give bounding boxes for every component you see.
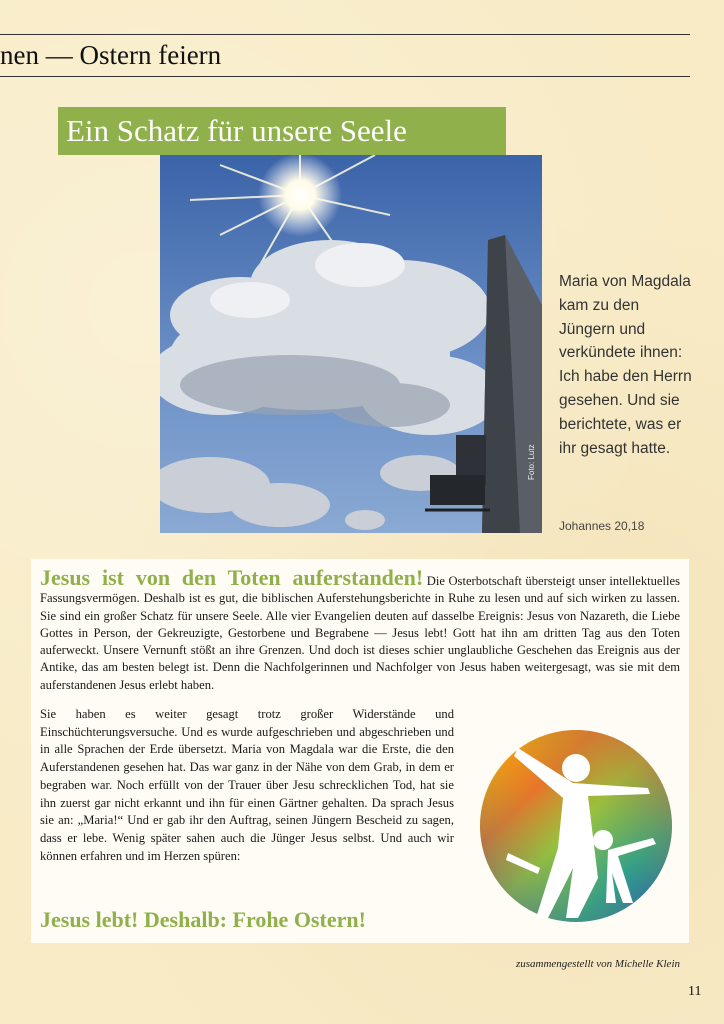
closing-line: Jesus lebt! Deshalb: Frohe Ostern! <box>40 907 366 932</box>
article-body-column: Sie haben es weiter gesagt trotz großer Widerstände und Einschüchterungsversuche. Und es wurde aufgeschrieben und abgeschrieben und in alle Sprachen der Erde übersetzt. Maria von Magdala war die Erste, die den Auferstandenen gesehen hat. Das war ganz in der Nähe von dem Grab, in dem er begraben war. Noch erfüllt von der Trauer über Jesu schrecklichen Tod, hat sie ihn zuerst gar nicht erkannt und ihn für einen Gärtner gehalten. Da sprach Jesus sie an: „Maria!“ Und er gab ihr den Auftrag, seinen Jüngern Bescheid zu sagen, dass er lebe. Wenig später sahen auch die Jünger Jesus selbst. Und auch wir können erfahren und im Herzen spüren: <box>40 707 454 863</box>
author-credit: zusammengestellt von Michelle Klein <box>515 958 680 970</box>
article-lead: Jesus ist von den Toten auferstanden! <box>40 565 424 590</box>
article-body-full-width: Die Osterbotschaft übersteigt unser intellektuelles Fassungsvermögen. Deshalb ist es gut, die biblischen Auferstehungsberichte in Ruhe zu lesen und auf sich wirken zu lassen. Sie sind ein großer Schatz für unsere Seele. Alle vier Evangelien deuten auf dasselbe Ereignis: Jesus von Nazareth, die Liebe Gottes in Person, der Gekreuzigte, Gestorbene und Begrabene — Jesus lebt! Gott hat ihn am dritten Tag aus den Toten auferweckt. Unsere Vernunft stößt an ihre Grenzen. Und doch ist dieses schier unglaubliche Geschehen das Ereignis aus der Antike, das am besten belegt ist. Denn die Nachfolgerinnen und Nachfolger von Jesus haben weitergesagt, was sie mit dem auferstandenen Jesus erlebt haben. <box>40 574 680 692</box>
bible-quote: Maria von Magdala kam zu den Jüngern und verkündete ihnen: Ich habe den Herrn gesehen. Und sie berichtete, was er ihr gesagt hatte. <box>559 273 692 457</box>
easter-logo-icon <box>478 728 674 924</box>
running-title: nen — Ostern feiern <box>0 40 222 70</box>
header-rule-bottom <box>0 76 690 77</box>
header-rule-top <box>0 34 690 35</box>
page-number: 11 <box>688 984 702 999</box>
article-body-intro <box>40 567 680 694</box>
article-title: Ein Schatz für unsere Seele <box>58 107 506 155</box>
photo-credit: Foto: Lutz <box>527 444 536 480</box>
bible-reference: Johannes 20,18 <box>559 519 645 533</box>
sky-photo <box>160 155 542 533</box>
